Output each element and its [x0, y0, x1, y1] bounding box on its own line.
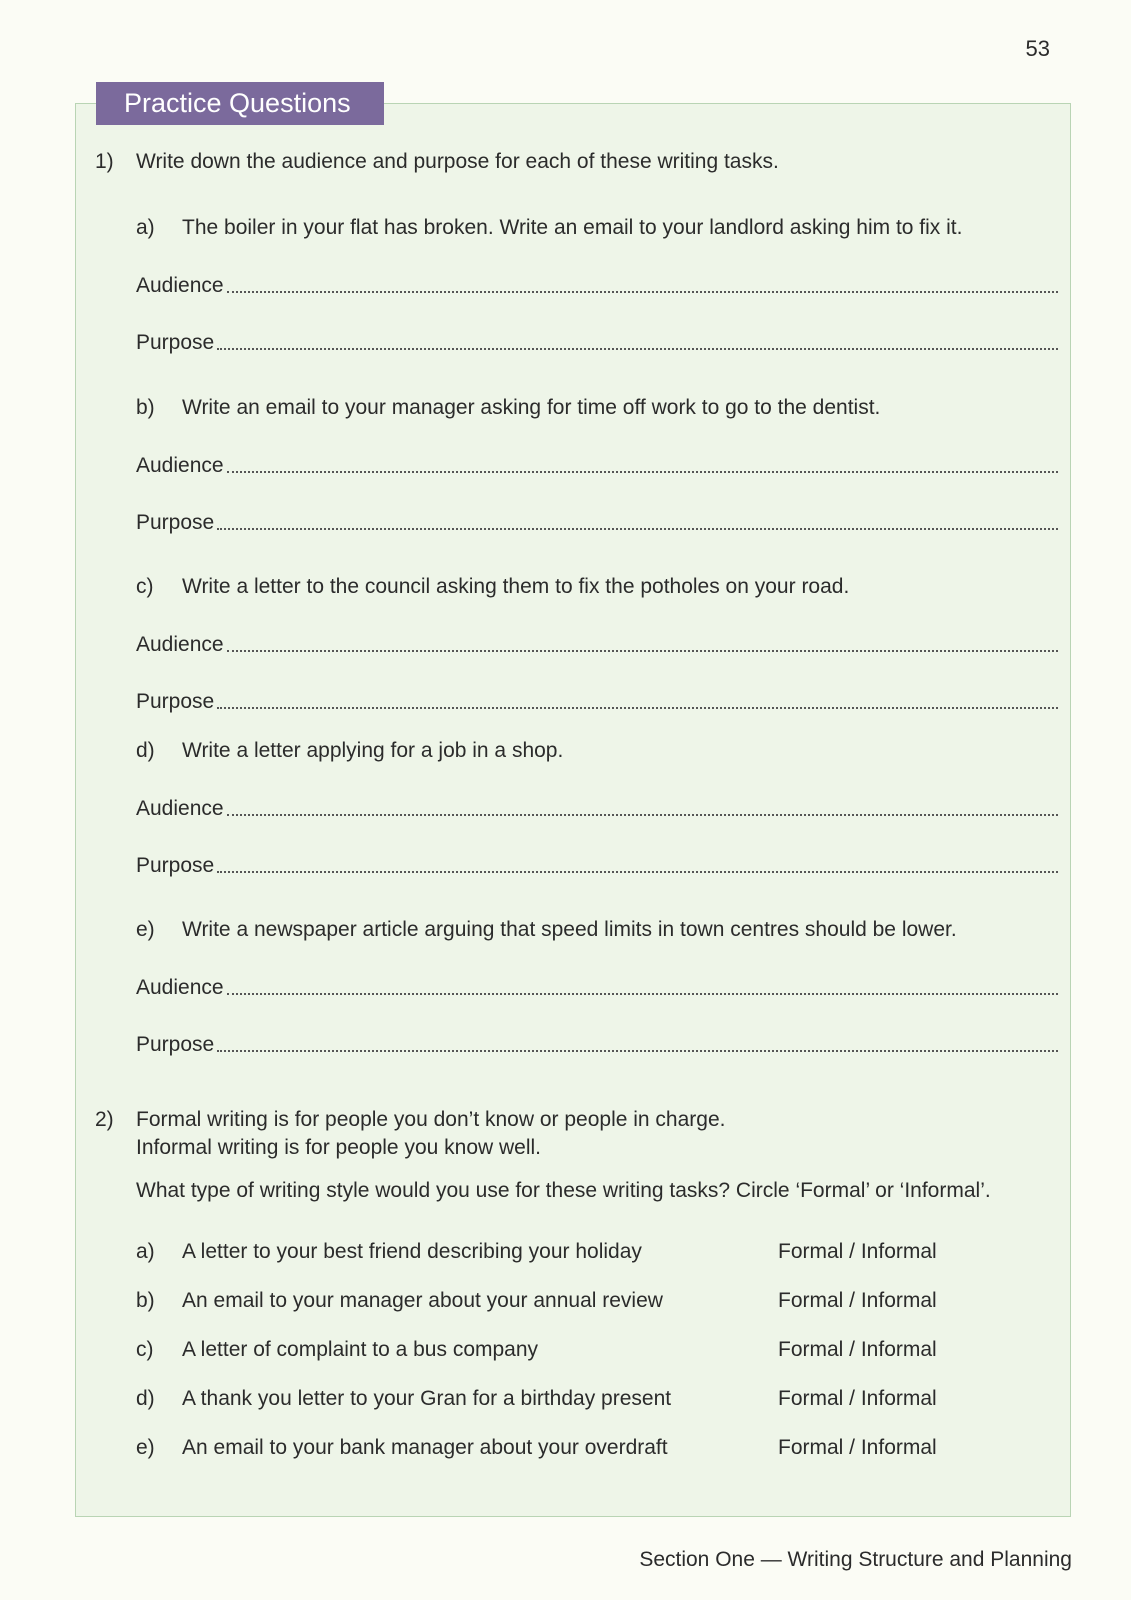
section-footer: Section One — Writing Structure and Planning — [639, 1548, 1072, 1571]
q1b-audience-line[interactable] — [136, 450, 1058, 478]
answer-dots — [227, 290, 1058, 293]
q1b-purpose-line[interactable] — [136, 507, 1058, 535]
audience-label: Audience — [136, 976, 224, 999]
q2-item-letter: c) — [136, 1338, 154, 1361]
q2c-formal-informal[interactable]: Formal / Informal — [778, 1338, 937, 1361]
question-2-number: 2) — [95, 1108, 114, 1131]
q2-item-text: An email to your manager about your annual review — [182, 1289, 663, 1312]
answer-dots — [227, 649, 1058, 652]
q1d-audience-line[interactable] — [136, 793, 1058, 821]
q1-item-letter: b) — [136, 396, 155, 419]
purpose-label: Purpose — [136, 690, 215, 713]
q1e-audience-line[interactable] — [136, 972, 1058, 1000]
purpose-label: Purpose — [136, 1033, 215, 1056]
q1-item-text: Write a letter applying for a job in a shop. — [182, 739, 564, 762]
q2a-formal-informal[interactable]: Formal / Informal — [778, 1240, 937, 1263]
audience-label: Audience — [136, 633, 224, 656]
q1-item-letter: e) — [136, 918, 155, 941]
question-2-line1: Formal writing is for people you don’t know or people in charge. — [136, 1108, 726, 1131]
panel-title: Practice Questions — [96, 82, 384, 125]
q1-item-text: Write a newspaper article arguing that speed limits in town centres should be lower. — [182, 918, 957, 941]
answer-dots — [217, 870, 1058, 873]
answer-dots — [217, 347, 1058, 350]
q2-item-text: A letter of complaint to a bus company — [182, 1338, 539, 1361]
page-number: 53 — [1025, 36, 1050, 61]
answer-dots — [227, 992, 1058, 995]
q2b-formal-informal[interactable]: Formal / Informal — [778, 1289, 937, 1312]
q2-item-letter: e) — [136, 1436, 155, 1459]
answer-dots — [227, 813, 1058, 816]
q1a-purpose-line[interactable] — [136, 327, 1058, 355]
q2-item-letter: d) — [136, 1387, 155, 1410]
audience-label: Audience — [136, 454, 224, 477]
purpose-label: Purpose — [136, 854, 215, 877]
q1c-audience-line[interactable] — [136, 629, 1058, 657]
answer-dots — [227, 470, 1058, 473]
q1c-purpose-line[interactable] — [136, 686, 1058, 714]
q1-item-text: The boiler in your flat has broken. Write an email to your landlord asking him to fix it. — [182, 216, 963, 239]
q2d-formal-informal[interactable]: Formal / Informal — [778, 1387, 937, 1410]
audience-label: Audience — [136, 797, 224, 820]
q1d-purpose-line[interactable] — [136, 850, 1058, 878]
purpose-label: Purpose — [136, 511, 215, 534]
answer-dots — [217, 1049, 1058, 1052]
purpose-label: Purpose — [136, 331, 215, 354]
question-1-prompt: Write down the audience and purpose for each of these writing tasks. — [136, 150, 779, 173]
question-2-instruction: What type of writing style would you use for these writing tasks? Circle ‘Formal’ or ‘Informal’. — [136, 1179, 991, 1202]
q1a-audience-line[interactable] — [136, 270, 1058, 298]
q2-item-text: A letter to your best friend describing your holiday — [182, 1240, 642, 1263]
q2e-formal-informal[interactable]: Formal / Informal — [778, 1436, 937, 1459]
audience-label: Audience — [136, 274, 224, 297]
q1e-purpose-line[interactable] — [136, 1029, 1058, 1057]
q2-item-text: A thank you letter to your Gran for a birthday present — [182, 1387, 672, 1410]
q1-item-letter: a) — [136, 216, 155, 239]
q1-item-text: Write an email to your manager asking for time off work to go to the dentist. — [182, 396, 881, 419]
q2-item-letter: a) — [136, 1240, 155, 1263]
q1-item-letter: d) — [136, 739, 155, 762]
question-2-line2: Informal writing is for people you know well. — [136, 1136, 542, 1159]
q2-item-text: An email to your bank manager about your overdraft — [182, 1436, 668, 1459]
answer-dots — [217, 706, 1058, 709]
q1-item-letter: c) — [136, 575, 154, 598]
q2-item-letter: b) — [136, 1289, 155, 1312]
question-1-number: 1) — [95, 150, 114, 173]
q1-item-text: Write a letter to the council asking them to fix the potholes on your road. — [182, 575, 850, 598]
answer-dots — [217, 527, 1058, 530]
